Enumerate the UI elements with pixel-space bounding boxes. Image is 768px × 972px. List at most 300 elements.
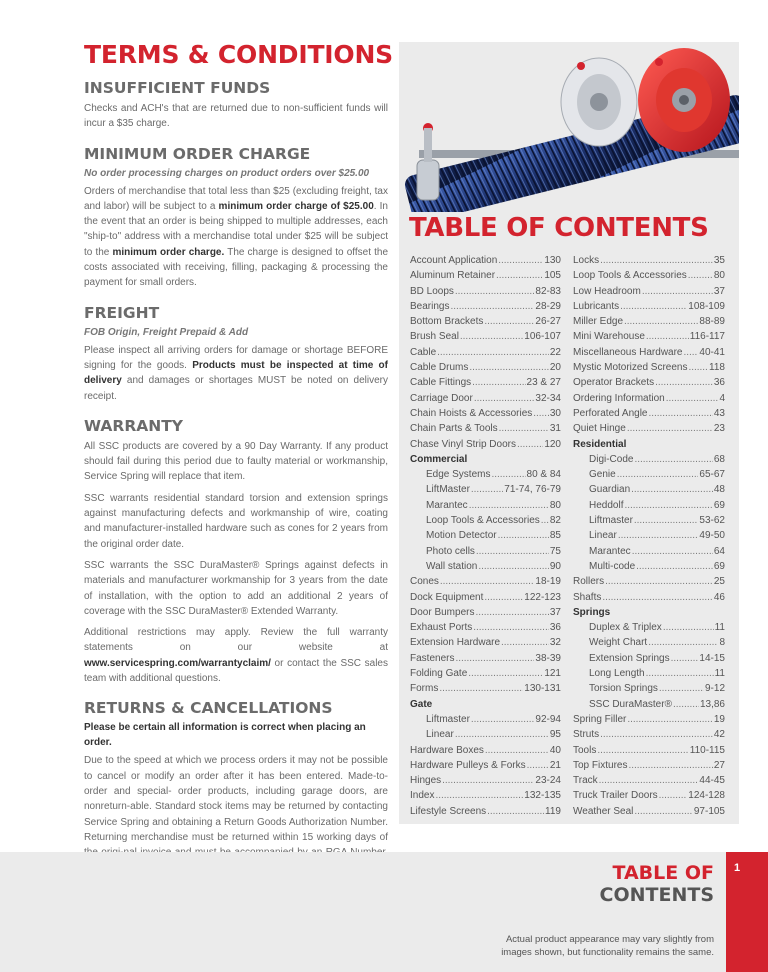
minimum-order-heading: MINIMUM ORDER CHARGE	[84, 144, 311, 163]
toc-entry-page: 28-29	[535, 300, 561, 312]
toc-entry-page: 120	[544, 438, 561, 450]
toc-group-heading: Gate	[410, 698, 433, 710]
toc-entry-page: 23-24	[535, 775, 561, 787]
toc-entry[interactable]	[410, 681, 561, 696]
toc-entry-page: 43	[713, 407, 725, 419]
toc-entry[interactable]	[573, 635, 725, 650]
toc-leader-dots	[455, 727, 549, 742]
toc-entry[interactable]	[573, 482, 725, 497]
toc-leader-dots	[455, 284, 535, 299]
warranty-paragraph-2: SSC warrants residential standard torsion and extension springs against manufacturing defects and workmanship of wire, coating and manufacturer-installed hardware such as cones for 2 years from the original order date.	[84, 492, 388, 550]
toc-entry-page: 38-39	[535, 652, 561, 664]
toc-entry[interactable]	[410, 788, 561, 803]
insufficient-funds-text: Checks and ACH's that are returned due to non-sufficient funds will incur a $35 charge.	[84, 103, 388, 130]
toc-leader-dots	[646, 666, 714, 681]
freight-text: Please inspect all arriving orders for damage or shortage BEFORE signing for the goods. Products must be inspected at time of delivery and damages or shortages MUST be noted on delivery receipt.	[84, 344, 388, 402]
toc-entry-page: 71-74, 76-79	[504, 484, 561, 496]
toc-entry[interactable]	[573, 590, 725, 605]
toc-leader-dots	[627, 421, 713, 436]
toc-entry[interactable]	[573, 329, 725, 344]
toc-group-heading: Springs	[573, 606, 611, 618]
toc-entry-label: Low Headroom	[573, 285, 641, 297]
toc-leader-dots	[617, 467, 699, 482]
toc-entry-page: 80	[549, 499, 561, 511]
toc-leader-dots	[478, 559, 549, 574]
toc-leader-dots	[473, 620, 549, 635]
toc-panel	[399, 42, 739, 824]
toc-entry-page: 119	[545, 805, 561, 817]
freight-heading: FREIGHT	[84, 303, 160, 322]
toc-entry[interactable]	[410, 559, 561, 574]
toc-entry[interactable]	[410, 620, 561, 635]
toc-entry-page: 32	[549, 637, 561, 649]
toc-entry[interactable]	[573, 651, 725, 666]
toc-entry-label: Linear	[426, 729, 454, 741]
toc-leader-dots	[455, 651, 534, 666]
toc-entry-page: 85	[549, 530, 561, 542]
toc-leader-dots	[468, 666, 543, 681]
toc-leader-dots	[472, 375, 525, 390]
toc-entry[interactable]	[573, 314, 725, 329]
toc-entry-label: Cable Fittings	[410, 377, 472, 389]
toc-leader-dots	[599, 773, 699, 788]
toc-entry-label: Tools	[573, 744, 597, 756]
footer-disclaimer: Actual product appearance may vary slightly from images shown, but functionality remains the same.	[501, 934, 714, 958]
toc-entry[interactable]	[410, 375, 561, 390]
toc-entry-page: 97-105	[693, 805, 725, 817]
toc-entry-label: Account Application	[410, 255, 498, 266]
toc-entry-page: 80	[713, 270, 725, 282]
toc-leader-dots	[666, 391, 719, 406]
toc-leader-dots	[471, 482, 503, 497]
toc-entry-page: 82	[549, 515, 561, 527]
toc-entry[interactable]	[573, 743, 725, 758]
toc-entry[interactable]	[410, 406, 561, 421]
toc-leader-dots	[471, 712, 535, 727]
toc-entry-page: 48	[713, 484, 725, 496]
toc-entry[interactable]	[573, 467, 725, 482]
toc-entry-label: Bottom Brackets	[410, 316, 484, 328]
toc-leader-dots	[484, 314, 534, 329]
toc-leader-dots	[439, 681, 523, 696]
toc-entry-page: 31	[549, 423, 561, 435]
toc-entry-label: Extension Hardware	[410, 637, 501, 649]
toc-entry-page: 8	[719, 637, 725, 649]
toc-column-right	[573, 253, 725, 819]
torsion-spring-illustration	[399, 42, 739, 212]
warranty-link[interactable]: www.servicespring.com/warrantyclaim/	[84, 657, 271, 669]
toc-entry-page: 37	[549, 606, 561, 618]
toc-leader-dots	[659, 788, 688, 803]
toc-entry-label: Locks	[573, 255, 600, 266]
toc-entry-label: Track	[573, 775, 598, 787]
toc-entry-page: 49-50	[699, 530, 725, 542]
toc-leader-dots	[648, 635, 718, 650]
toc-entry-page: 46	[713, 591, 725, 603]
toc-entry-page: 69	[713, 499, 725, 511]
toc-leader-dots	[437, 345, 549, 360]
toc-entry[interactable]	[573, 391, 725, 406]
toc-entry[interactable]	[573, 712, 725, 727]
toc-entry-label: Edge Systems	[426, 469, 491, 481]
toc-column-left	[410, 253, 561, 819]
toc-entry[interactable]	[573, 421, 725, 436]
toc-entry-page: 35	[713, 255, 725, 266]
toc-entry-label: Lifestyle Screens	[410, 805, 487, 817]
toc-entry-page: 88-89	[699, 316, 725, 328]
toc-entry-page: 121	[544, 668, 561, 680]
toc-entry-label: Miscellaneous Hardware	[573, 346, 683, 358]
toc-leader-dots	[659, 681, 704, 696]
toc-leader-dots	[634, 804, 692, 819]
toc-entry-label: Door Bumpers	[410, 606, 475, 618]
footer-title-line1: TABLE OF	[612, 862, 714, 884]
toc-entry-page: 11	[714, 668, 725, 680]
toc-entry[interactable]	[410, 299, 561, 314]
toc-entry-page: 80 & 84	[526, 469, 561, 481]
spring-photo	[399, 42, 739, 212]
toc-entry-page: 105	[544, 270, 561, 282]
toc-entry[interactable]	[573, 513, 725, 528]
toc-leader-dots	[632, 544, 713, 559]
toc-entry-page: 4	[719, 392, 725, 404]
toc-entry-page: 124-128	[688, 790, 725, 802]
page-number: 1	[734, 862, 741, 874]
toc-entry[interactable]	[410, 574, 561, 589]
toc-leader-dots	[450, 299, 534, 314]
toc-entry-page: 65-67	[699, 469, 725, 481]
toc-entry-page: 14-15	[699, 652, 725, 664]
toc-entry-label: Liftmaster	[589, 515, 633, 527]
page-footer	[0, 852, 768, 972]
toc-entry[interactable]	[410, 467, 561, 482]
toc-leader-dots	[602, 590, 713, 605]
toc-entry-label: Heddolf	[589, 499, 624, 511]
toc-entry-label: Ordering Information	[573, 392, 665, 404]
toc-entry-page: 92-94	[535, 713, 561, 725]
toc-entry-page: 9-12	[704, 683, 725, 695]
toc-entry[interactable]	[573, 727, 725, 742]
toc-entry[interactable]	[573, 498, 725, 513]
toc-entry-label: Hardware Pulleys & Forks	[410, 759, 526, 771]
toc-entry[interactable]	[410, 544, 561, 559]
toc-entry-page: 26-27	[535, 316, 561, 328]
page-number-tab	[726, 852, 768, 972]
toc-entry[interactable]	[573, 284, 725, 299]
toc-leader-dots	[460, 329, 523, 344]
toc-entry-label: Struts	[573, 729, 600, 741]
toc-leader-dots	[631, 482, 713, 497]
toc-entry-page: 82-83	[535, 285, 561, 297]
toc-leader-dots	[600, 253, 713, 268]
toc-entry[interactable]	[573, 681, 725, 696]
toc-leader-dots	[597, 743, 688, 758]
toc-entry-label: Spring Filler	[573, 713, 627, 725]
toc-entry[interactable]	[410, 482, 561, 497]
toc-entry-page: 118	[709, 362, 725, 374]
toc-entry-label: Aluminum Retainer	[410, 270, 496, 282]
footer-title	[600, 862, 714, 906]
toc-leader-dots	[541, 513, 549, 528]
warranty-paragraph-4: Additional restrictions may apply. Review the full warranty statements on our website at www.servicespring.com/warrantyclaim/ or contact the SSC sales team with additional questions.	[84, 627, 388, 685]
minimum-order-text: Orders of merchandise that total less than $25 (excluding freight, tax and labor) will be subject to a minimum order charge of $25.00. In the event that an order is being shipped to multiple addresses, each "ship-to" address with a merchandise total under $25 will be subject to the minimum order charge. The charge is designed to offset the costs associated with receiving, filling, packaging & processing the payment for small orders.	[84, 185, 389, 289]
toc-leader-dots	[474, 391, 535, 406]
toc-entry[interactable]	[410, 421, 561, 436]
toc-entry-label: Weather Seal	[573, 805, 634, 817]
toc-entry-page: 122-123	[524, 591, 561, 603]
toc-entry-page: 23	[713, 423, 725, 435]
toc-leader-dots	[646, 329, 689, 344]
toc-entry-page: 90	[549, 560, 561, 572]
toc-leader-dots	[634, 513, 699, 528]
toc-leader-dots	[440, 574, 535, 589]
toc-entry-page: 69	[713, 560, 725, 572]
toc-entry[interactable]	[573, 574, 725, 589]
toc-entry[interactable]	[573, 758, 725, 773]
toc-entry[interactable]	[410, 804, 561, 819]
toc-entry-page: 130	[544, 255, 561, 266]
toc-entry-label: Duplex & Triplex	[589, 622, 662, 634]
toc-entry[interactable]	[410, 712, 561, 727]
toc-leader-dots	[649, 406, 713, 421]
toc-entry[interactable]	[410, 437, 561, 452]
toc-entry-label: Lubricants	[573, 300, 620, 312]
toc-leader-dots	[624, 314, 698, 329]
toc-entry-page: 116-117	[689, 331, 725, 343]
toc-entry[interactable]	[410, 253, 561, 268]
toc-entry-label: Multi-code	[589, 560, 636, 572]
toc-entry[interactable]	[573, 360, 725, 375]
minimum-order-subheading: No order processing charges on product orders over $25.00	[84, 167, 370, 179]
toc-leader-dots	[476, 544, 549, 559]
toc-entry-label: Fasteners	[410, 652, 455, 664]
toc-entry[interactable]	[573, 620, 725, 635]
toc-entry-page: 22	[549, 346, 561, 358]
toc-entry-label: Loop Tools & Accessories	[426, 515, 540, 527]
toc-entry-label: Mini Warehouse	[573, 331, 645, 343]
toc-entry-page: 37	[713, 285, 725, 297]
toc-entry-page: 27	[713, 759, 725, 771]
toc-entry[interactable]	[410, 773, 561, 788]
toc-leader-dots	[663, 620, 714, 635]
toc-entry-label: Top Fixtures	[573, 759, 628, 771]
toc-leader-dots	[620, 299, 687, 314]
toc-leader-dots	[435, 788, 523, 803]
toc-leader-dots	[634, 452, 712, 467]
terms-title: TERMS & CONDITIONS	[84, 40, 393, 69]
toc-entry[interactable]	[410, 528, 561, 543]
returns-text: Due to the speed at which we process orders it may not be possible to cancel or modify an order after it has been entered. Made-to-order and special- order products, including garage doors, are nonreturn-able. Standard stock items may be returned by contacting Service Spring and obtaining a Return Goods Authorization Number. Returning merchandise must be returned within 15 working days of	[84, 755, 388, 843]
toc-leader-dots	[475, 605, 548, 620]
toc-leader-dots	[600, 727, 713, 742]
warranty-paragraph-1: All SSC products are covered by a 90 Day Warranty. If any product should fail during this period due to faulty material or workmanship, Service Spring will replace that item.	[84, 440, 388, 483]
toc-entry[interactable]	[573, 375, 725, 390]
toc-entry[interactable]	[410, 314, 561, 329]
warranty-paragraph-3: SSC warrants the SSC DuraMaster® Springs against defects in materials and manufacturer workmanship for 3 years from the date of installation, with the option to add an additional 2 years of coverage with the SSC DuraMaster® Extended Warranty.	[84, 559, 388, 617]
toc-entry[interactable]	[410, 758, 561, 773]
toc-entry-page: 25	[713, 576, 725, 588]
toc-entry-page: 64	[713, 545, 725, 557]
toc-entry-label: BD Loops	[410, 285, 454, 297]
returns-subheading: Please be certain all information is correct when placing an order.	[84, 722, 366, 749]
toc-entry-label: Quiet Hinge	[573, 423, 626, 435]
toc-leader-dots	[688, 268, 713, 283]
toc-leader-dots	[487, 804, 544, 819]
toc-entry-label: Genie	[589, 469, 616, 481]
toc-entry-label: Cable Drums	[410, 362, 469, 374]
toc-group-heading: Residential	[573, 438, 627, 450]
toc-entry[interactable]	[410, 268, 561, 283]
toc-entry-label: Cable	[410, 346, 437, 358]
toc-entry-label: Marantec	[426, 499, 468, 511]
toc-leader-dots	[498, 528, 549, 543]
toc-entry-label: Forms	[410, 683, 439, 695]
toc-title: TABLE OF CONTENTS	[409, 213, 709, 243]
footer-title-line2: CONTENTS	[599, 884, 714, 906]
toc-leader-dots	[498, 253, 543, 268]
toc-entry-label: Hinges	[410, 775, 442, 787]
toc-entry-page: 44-45	[699, 775, 725, 787]
toc-entry[interactable]	[410, 360, 561, 375]
toc-entry-page: 106-107	[524, 331, 561, 343]
toc-entry[interactable]	[410, 743, 561, 758]
toc-entry-page: 21	[549, 759, 561, 771]
terms-column	[84, 40, 393, 906]
toc-entry[interactable]	[410, 590, 561, 605]
toc-entry-label: Shafts	[573, 591, 602, 603]
toc-entry-page: 110-115	[689, 744, 725, 756]
toc-entry[interactable]	[410, 391, 561, 406]
toc-leader-dots	[628, 758, 712, 773]
toc-entry-label: Exhaust Ports	[410, 622, 473, 634]
toc-entry[interactable]	[410, 284, 561, 299]
warranty-heading: WARRANTY	[84, 416, 184, 435]
toc-entry-label: Carriage Door	[410, 392, 473, 404]
toc-leader-dots	[485, 743, 549, 758]
toc-entry-page: 108-109	[688, 300, 725, 312]
toc-entry-label: Wall station	[426, 560, 478, 572]
toc-leader-dots	[517, 437, 543, 452]
toc-entry[interactable]	[410, 651, 561, 666]
toc-leader-dots	[655, 375, 713, 390]
insufficient-funds-heading: INSUFFICIENT FUNDS	[84, 79, 271, 97]
toc-entry-label: Dock Equipment	[410, 591, 484, 603]
toc-entry-label: Photo cells	[426, 545, 475, 557]
toc-entry-label: Liftmaster	[426, 713, 470, 725]
toc-entry[interactable]	[573, 804, 725, 819]
toc-entry[interactable]	[410, 666, 561, 681]
toc-entry[interactable]	[573, 268, 725, 283]
toc-leader-dots	[673, 697, 699, 712]
toc-entry-label: Chain Parts & Tools	[410, 423, 498, 435]
toc-entry[interactable]	[573, 299, 725, 314]
toc-leader-dots	[469, 498, 549, 513]
toc-entry-label: Guardian	[589, 484, 631, 496]
toc-entry-page: 75	[549, 545, 561, 557]
toc-entry-page: 20	[549, 362, 561, 374]
toc-leader-dots	[624, 498, 712, 513]
toc-entry[interactable]	[573, 788, 725, 803]
toc-leader-dots	[636, 559, 713, 574]
toc-entry-page: 11	[714, 622, 725, 634]
toc-entry-label: Weight Chart	[589, 637, 648, 649]
toc-entry-label: LiftMaster	[426, 484, 470, 496]
toc-entry[interactable]	[573, 666, 725, 681]
toc-entry-label: Operator Brackets	[573, 377, 655, 389]
toc-leader-dots	[484, 590, 523, 605]
toc-entry[interactable]	[410, 498, 561, 513]
toc-entry-page: 19	[713, 713, 725, 725]
toc-leader-dots	[533, 406, 549, 421]
toc-leader-dots	[442, 773, 534, 788]
toc-entry[interactable]	[410, 513, 561, 528]
toc-entry-label: Cones	[410, 576, 439, 588]
toc-entry[interactable]	[410, 727, 561, 742]
toc-entry[interactable]	[573, 544, 725, 559]
toc-leader-dots	[671, 651, 699, 666]
toc-entry[interactable]	[573, 528, 725, 543]
toc-entry[interactable]	[573, 773, 725, 788]
toc-entry[interactable]	[573, 345, 725, 360]
toc-entry-page: 30	[549, 407, 561, 419]
toc-entry-label: Digi-Code	[589, 453, 634, 465]
toc-entry-page: 68	[713, 453, 725, 465]
toc-entry-label: Torsion Springs	[589, 683, 658, 695]
toc-leader-dots	[688, 360, 708, 375]
toc-leader-dots	[499, 421, 549, 436]
toc-entry-page: 40-41	[699, 346, 725, 358]
toc-entry-page: 132-135	[524, 790, 561, 802]
toc-entry-label: Perforated Angle	[573, 407, 648, 419]
toc-entry-label: Bearings	[410, 300, 450, 312]
toc-entry-page: 53-62	[699, 515, 725, 527]
toc-leader-dots	[627, 712, 713, 727]
toc-entry[interactable]	[410, 605, 561, 620]
toc-entry-page: 36	[713, 377, 725, 389]
toc-leader-dots	[527, 758, 549, 773]
toc-entry-label: Chain Hoists & Accessories	[410, 407, 533, 419]
toc-entry-page: 42	[713, 729, 725, 741]
toc-entry[interactable]	[573, 697, 725, 712]
toc-group-heading: Commercial	[410, 453, 468, 465]
toc-entry-page: 40	[549, 744, 561, 756]
toc-entry-label: Chase Vinyl Strip Doors	[410, 438, 516, 450]
toc-leader-dots	[491, 467, 525, 482]
toc-entry-label: Rollers	[573, 576, 605, 588]
toc-leader-dots	[618, 528, 699, 543]
toc-leader-dots	[642, 284, 713, 299]
returns-heading: RETURNS & CANCELLATIONS	[84, 699, 333, 718]
toc-entry[interactable]	[573, 253, 725, 268]
toc-entry[interactable]	[573, 406, 725, 421]
toc-entry[interactable]	[410, 329, 561, 344]
toc-entry[interactable]	[573, 452, 725, 467]
toc-entry-label: Loop Tools & Accessories	[573, 270, 687, 282]
toc-entry-label: Motion Detector	[426, 530, 497, 542]
toc-entry-label: Extension Springs	[589, 652, 670, 664]
toc-entry[interactable]	[410, 635, 561, 650]
toc-entry[interactable]	[573, 559, 725, 574]
toc-entry-page: 130-131	[524, 683, 561, 695]
toc-entry-label: Truck Trailer Doors	[573, 790, 658, 802]
toc-leader-dots	[684, 345, 699, 360]
toc-entry-page: 23 & 27	[526, 377, 561, 389]
toc-entry-page: 36	[549, 622, 561, 634]
toc-entry-page: 18-19	[535, 576, 561, 588]
toc-entry-label: Linear	[589, 530, 617, 542]
freight-subheading: FOB Origin, Freight Prepaid & Add	[84, 326, 249, 338]
toc-entry[interactable]	[410, 345, 561, 360]
